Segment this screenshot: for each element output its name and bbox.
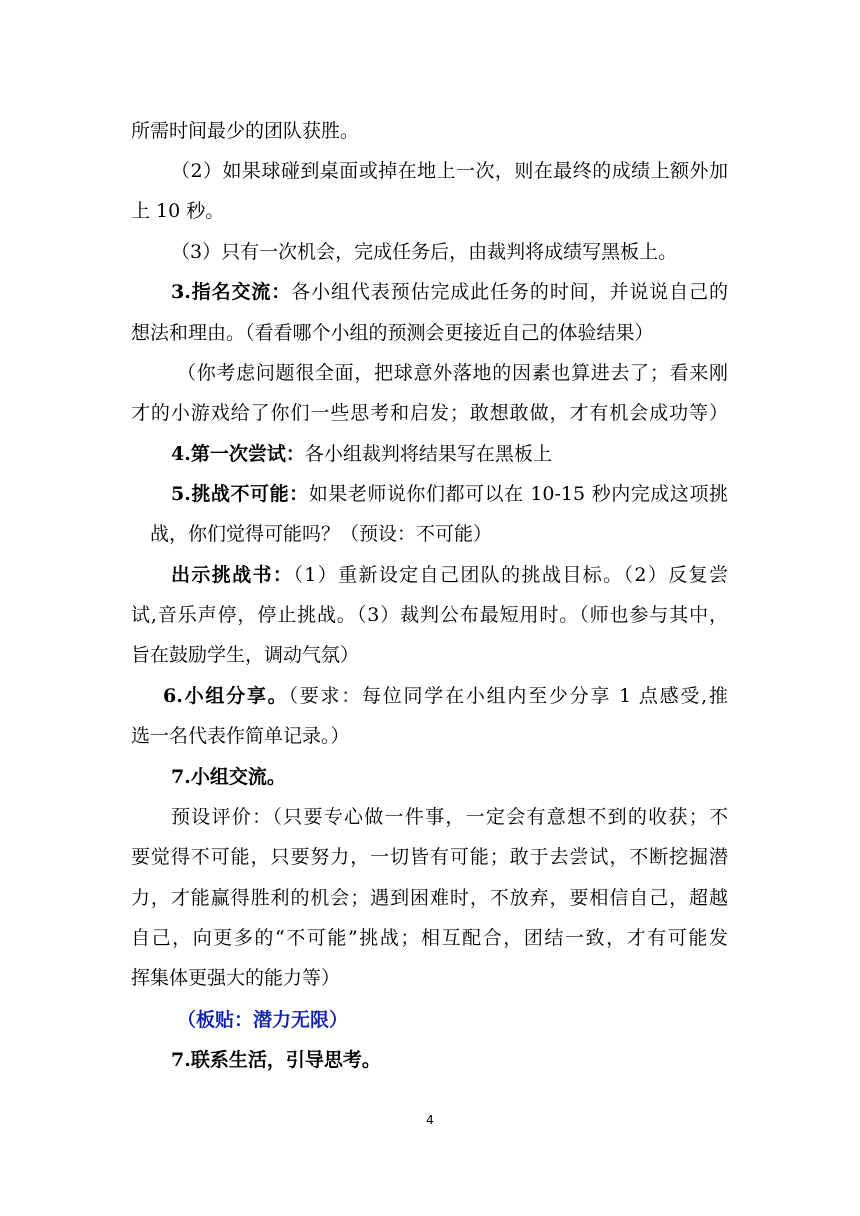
- paragraph-line-15: [163, 683, 728, 709]
- paragraph-line-13: 试,音乐声停，停止挑战。（3）裁判公布最短用时。（师也参与其中，: [131, 604, 728, 626]
- paragraph-line-20: 力，才能赢得胜利的机会；遇到困难时，不放弃，要相信自己，超越: [131, 887, 728, 909]
- paragraph-line-14: 旨在鼓励学生，调动气氛）: [131, 644, 360, 666]
- challenge-letter-text: （1）重新设定自己团队的挑战目标。（2）反复尝: [293, 564, 728, 586]
- paragraph-line-11: 战，你们觉得可能吗？（预设：不可能）: [150, 523, 493, 545]
- paragraph-line-16: 选一名代表作简单记录。）: [131, 725, 350, 747]
- step-7-heading: 7.小组交流。: [171, 766, 286, 788]
- paragraph-line-12: [171, 562, 728, 588]
- page-number: 4: [426, 1113, 434, 1127]
- step-7b-heading: 7.联系生活，引导思考。: [171, 1049, 381, 1071]
- paragraph-line-22: 挥集体更强大的能力等）: [131, 967, 341, 989]
- paragraph-line-5: [171, 279, 728, 305]
- board-note: （板贴：潜力无限）: [177, 1009, 349, 1031]
- paragraph-line-6: 想法和理由。（看看哪个小组的预测会更接近自己的体验结果）: [131, 322, 654, 344]
- paragraph-line-9: [171, 441, 552, 467]
- step-3-text: 各小组代表预估完成此任务的时间，并说说自己的: [291, 281, 728, 303]
- paragraph-line-21: 自己，向更多的“不可能”挑战；相互配合，团结一致，才有可能发: [131, 927, 728, 949]
- step-5-heading: 5.挑战不可能：: [171, 483, 309, 505]
- paragraph-line-2: （2）如果球碰到桌面或掉在地上一次，则在最终的成绩上额外加: [171, 160, 728, 182]
- step-6-heading: 6.小组分享。: [163, 685, 289, 707]
- paragraph-line-1: 所需时间最少的团队获胜。: [131, 120, 360, 142]
- paragraph-line-4: （3）只有一次机会，完成任务后，由裁判将成绩写黑板上。: [171, 241, 678, 263]
- challenge-letter-heading: 出示挑战书：: [171, 564, 294, 586]
- paragraph-line-3: 上 10 秒。: [131, 200, 225, 222]
- paragraph-line-7: （你考虑问题很全面，把球意外落地的因素也算进去了；看来刚: [177, 362, 728, 384]
- paragraph-line-19: 要觉得不可能，只要努力，一切皆有可能；敢于去尝试，不断挖掘潜: [131, 846, 728, 868]
- step-5-text: 如果老师说你们都可以在 10-15 秒内完成这项挑: [308, 483, 728, 505]
- paragraph-line-8: 才的小游戏给了你们一些思考和启发；敢想敢做，才有机会成功等）: [131, 402, 728, 424]
- paragraph-line-10: [171, 481, 728, 507]
- step-6-text: （要求：每位同学在小组内至少分享 1 点感受,推: [288, 685, 728, 707]
- step-4-heading: 4.第一次尝试：: [171, 443, 305, 465]
- paragraph-line-18: 预设评价：（只要专心做一件事，一定会有意想不到的收获；不: [171, 806, 728, 828]
- step-4-text: 各小组裁判将结果写在黑板上: [304, 443, 552, 465]
- step-3-heading: 3.指名交流：: [171, 281, 292, 303]
